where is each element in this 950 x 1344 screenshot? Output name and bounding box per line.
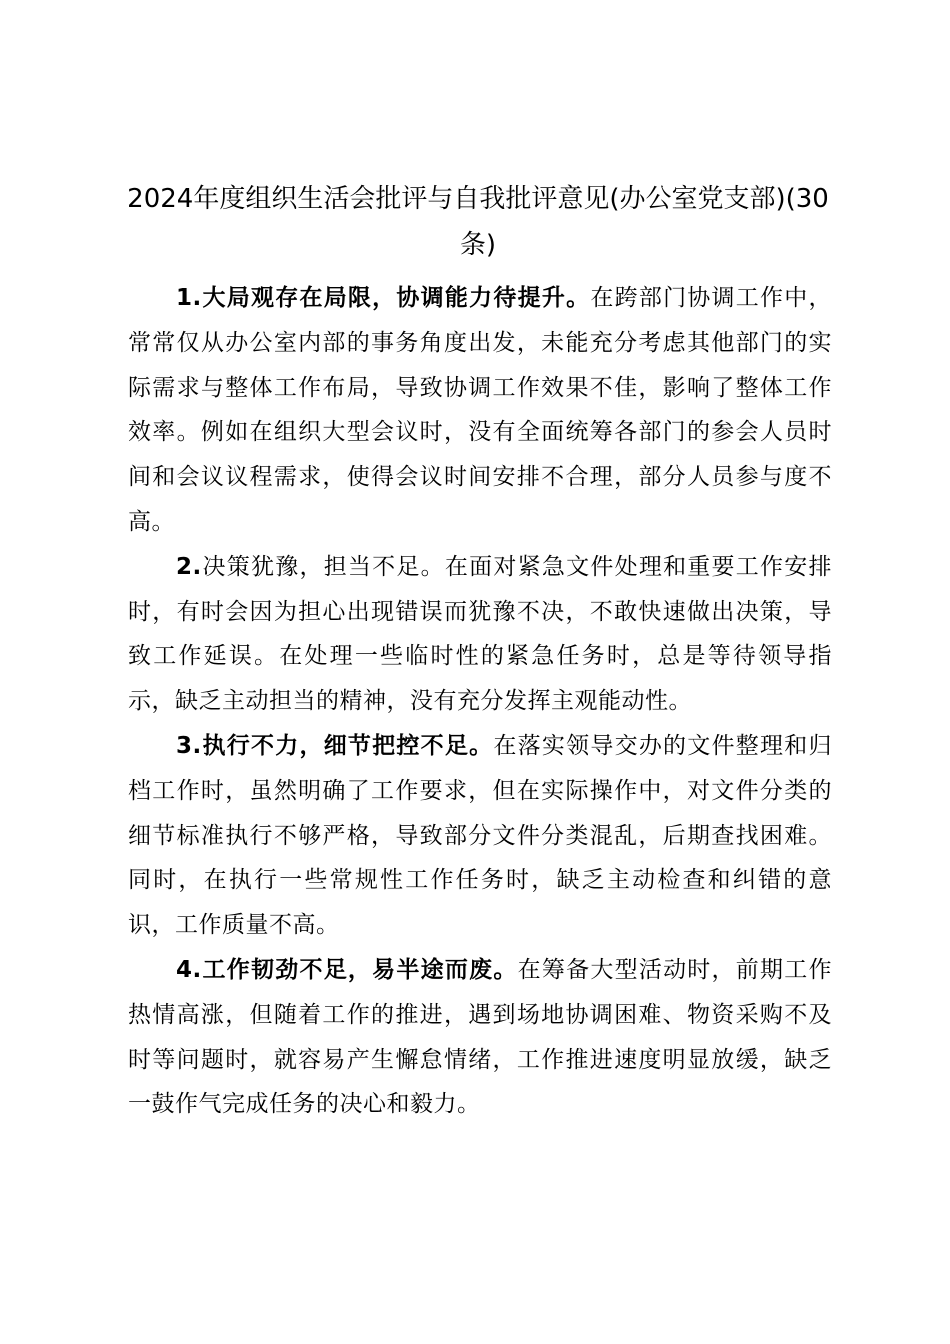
paragraph-number: 2.	[176, 553, 202, 580]
paragraph-text: 在筹备大型活动时，前期工作热情高涨，但随着工作的推进，遇到场地协调困难、物资采购不及时等问题时，就容易产生懈怠情绪，工作推进速度明显放缓，缺乏一鼓作气完成任务的决心和毅力。	[128, 956, 833, 1118]
paragraph-4	[128, 948, 832, 1127]
paragraph-heading	[176, 957, 518, 983]
paragraph-text: 在面对紧急文件处理和重要工作安排时，有时会因为担心出现错误而犹豫不决，不敢快速做出决策，导致工作延误。在处理一些临时性的紧急任务时，总是等待领导指示，缺乏主动担当的精神，没有充分发挥主观能动性。	[128, 553, 833, 715]
paragraph-text: 在落实领导交办的文件整理和归档工作时，虽然明确了工作要求，但在实际操作中，对文件分类的细节标准执行不够严格，导致部分文件分类混乱，后期查找困难。同时，在执行一些常规性工作任务时，缺乏主动检查和纠错的意识，工作质量不高。	[128, 732, 833, 939]
paragraph-1	[128, 276, 832, 545]
paragraph-text: 在跨部门协调工作中，常常仅从办公室内部的事务角度出发，未能充分考虑其他部门的实际需求与整体工作布局，导致协调工作效果不佳，影响了整体工作效率。例如在组织大型会议时，没有全面统筹各部门的参会人员时间和会议议程需求，使得会议时间安排不合理，部分人员参与度不高。	[128, 285, 833, 535]
paragraph-number: 3.	[176, 732, 202, 759]
paragraph-heading-text: 工作韧劲不足，易半途而废。	[201, 956, 518, 983]
paragraph-heading	[176, 554, 445, 580]
paragraph-heading-text: 执行不力，细节把控不足。	[201, 732, 494, 759]
paragraph-number: 4.	[176, 956, 202, 983]
paragraph-heading-text: 大局观存在局限，协调能力待提升。	[201, 285, 591, 311]
document-title: 2024年度组织生活会批评与自我批评意见(办公室党支部)(30条)	[127, 184, 829, 260]
paragraph-heading-text: 决策犹豫，担当不足。	[201, 553, 445, 580]
paragraph-heading	[176, 285, 590, 311]
paragraph-heading	[176, 733, 493, 759]
paragraph-3	[128, 724, 832, 948]
paragraph-2	[128, 545, 832, 724]
paragraph-number: 1.	[176, 285, 202, 311]
document-body	[128, 276, 832, 1127]
